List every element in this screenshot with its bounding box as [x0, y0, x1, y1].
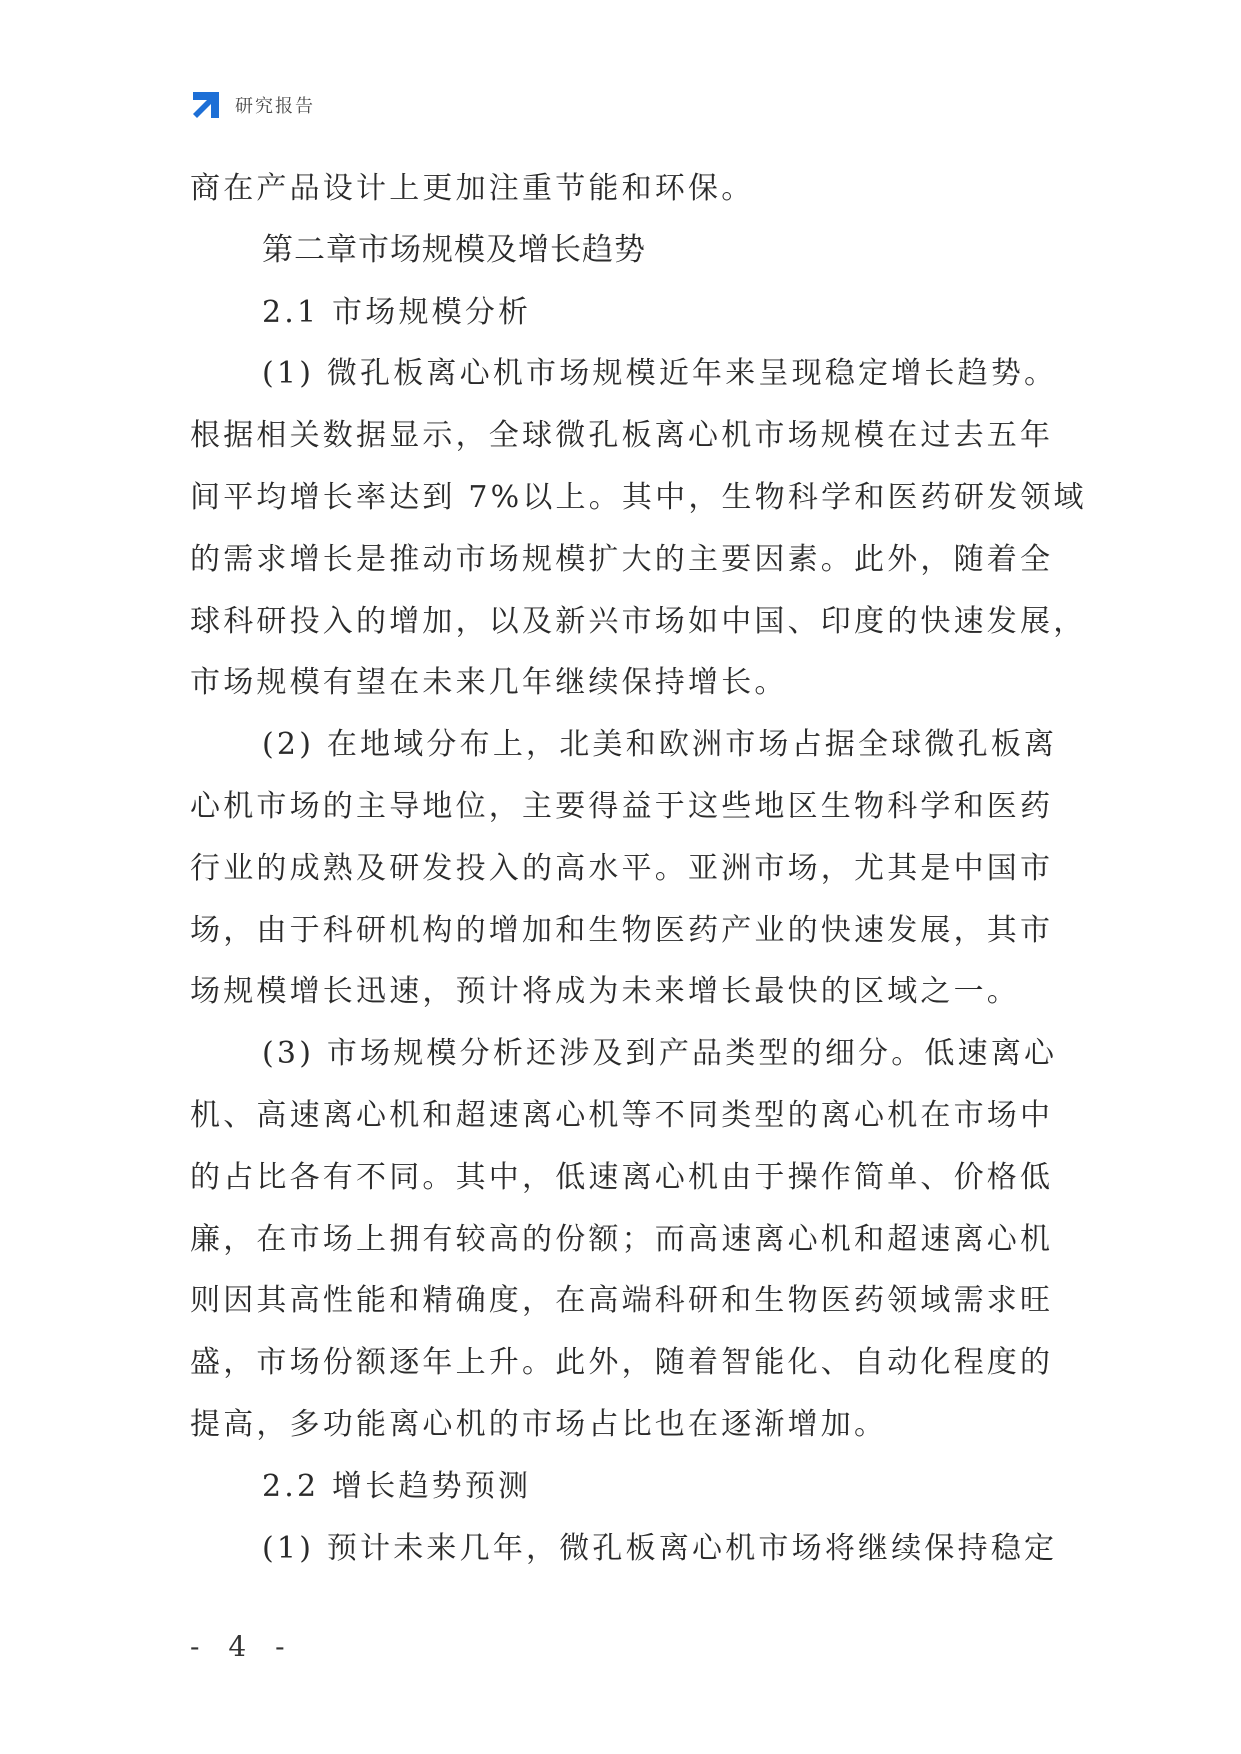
text-line: 间平均增长率达到 7%以上。其中，生物科学和医药研发领域 [190, 479, 1087, 515]
text-line: 商在产品设计上更加注重节能和环保。 [190, 171, 755, 206]
text-line: 根据相关数据显示，全球微孔板离心机市场规模在过去五年 [190, 418, 1054, 454]
text-line: 场规模增长迅速，预计将成为未来增长最快的区域之一。 [190, 974, 1020, 1010]
text-line: 市场规模有望在未来几年继续保持增长。 [190, 665, 788, 701]
text-line: 的占比各有不同。其中，低速离心机由于操作简单、价格低 [190, 1159, 1054, 1195]
chapter-heading: 第二章市场规模及增长趋势 [262, 231, 646, 268]
text-line: 场，由于科研机构的增加和生物医药产业的快速发展，其市 [190, 912, 1054, 948]
text-line: 盛，市场份额逐年上升。此外，随着智能化、自动化程度的 [190, 1345, 1054, 1381]
header-title: 研究报告 [235, 96, 315, 117]
report-logo-icon [189, 88, 223, 122]
text-line: 机、高速离心机和超速离心机等不同类型的离心机在市场中 [190, 1097, 1054, 1133]
text-line: (1) 微孔板离心机市场规模近年来呈现稳定增长趋势。 [262, 356, 1058, 392]
text-line: 廉，在市场上拥有较高的份额；而高速离心机和超速离心机 [190, 1221, 1054, 1257]
section-heading: 2.1 市场规模分析 [262, 294, 532, 330]
page-number: - 4 - [190, 1630, 295, 1663]
document-body [190, 158, 1087, 1579]
text-line: (2) 在地域分布上，北美和欧洲市场占据全球微孔板离 [262, 727, 1058, 763]
text-line: 球科研投入的增加，以及新兴市场如中国、印度的快速发展， [190, 603, 1087, 639]
text-line: 心机市场的主导地位，主要得益于这些地区生物科学和医药 [190, 788, 1054, 824]
text-line: 的需求增长是推动市场规模扩大的主要因素。此外，随着全 [190, 541, 1054, 577]
text-line: 行业的成熟及研发投入的高水平。亚洲市场，尤其是中国市 [190, 850, 1054, 886]
text-line: (3) 市场规模分析还涉及到产品类型的细分。低速离心 [262, 1036, 1058, 1072]
text-line: 提高，多功能离心机的市场占比也在逐渐增加。 [190, 1406, 888, 1442]
page-header [189, 88, 315, 122]
text-line: 则因其高性能和精确度，在高端科研和生物医药领域需求旺 [190, 1283, 1054, 1319]
text-line: (1) 预计未来几年，微孔板离心机市场将继续保持稳定 [262, 1530, 1058, 1566]
section-heading: 2.2 增长趋势预测 [262, 1468, 532, 1504]
